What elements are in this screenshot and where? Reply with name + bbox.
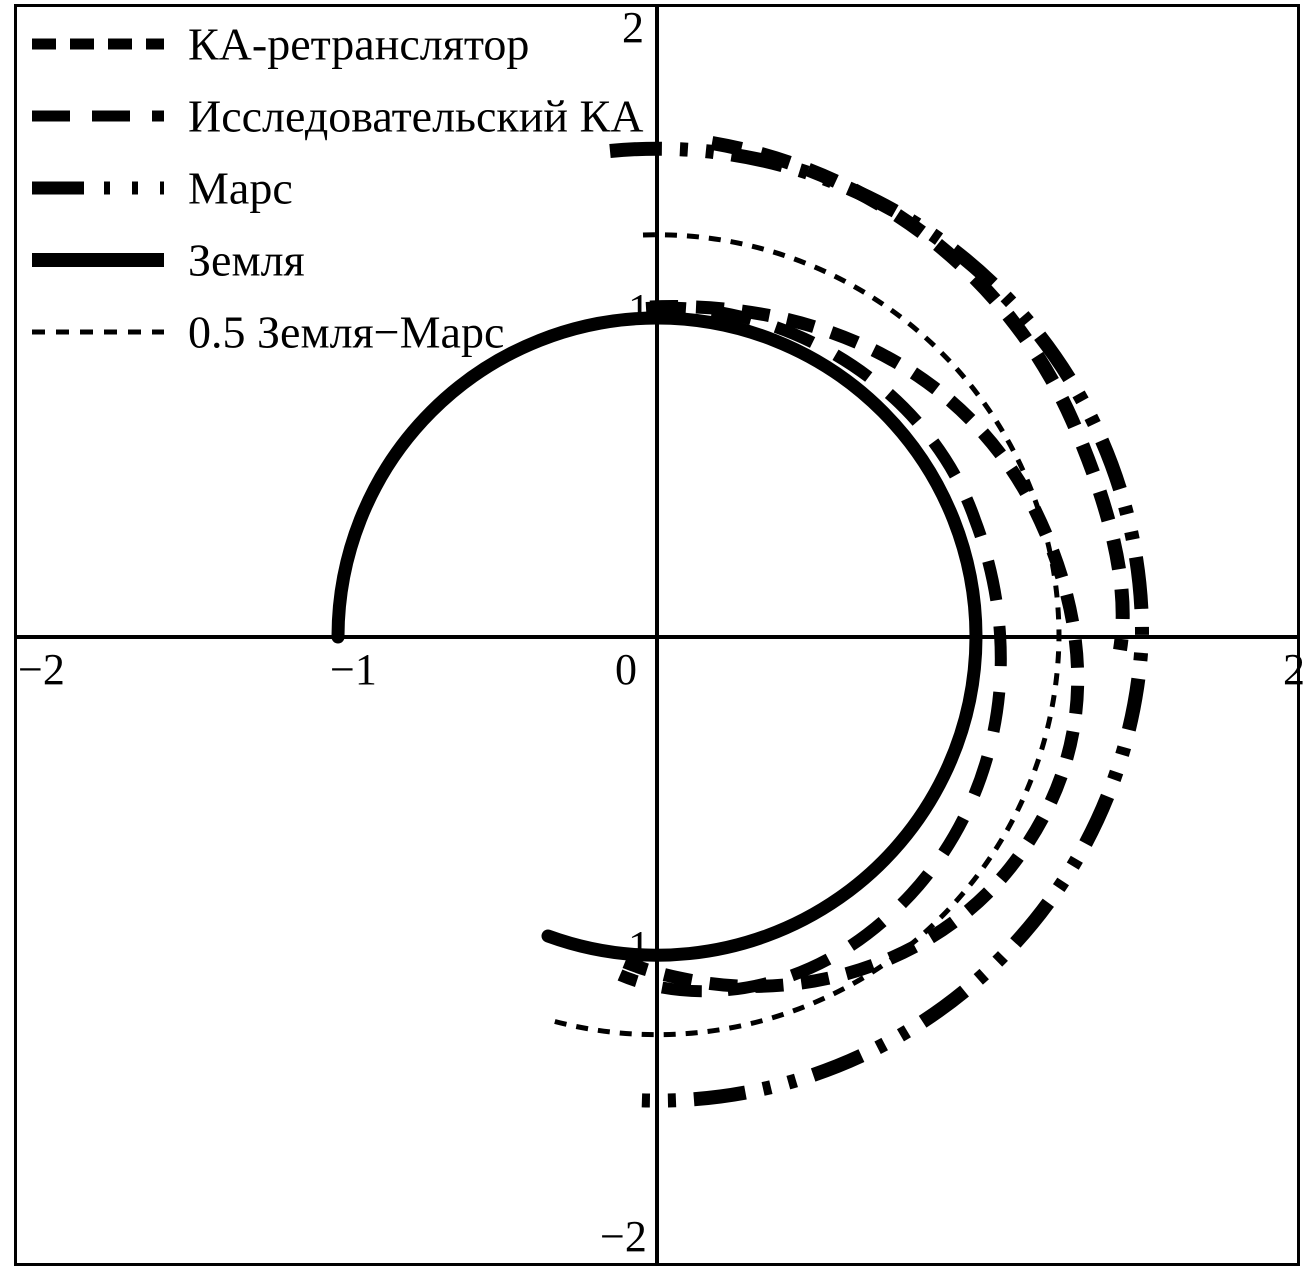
xtick-minus1: −1 bbox=[330, 645, 377, 694]
xtick-minus2: −2 bbox=[18, 645, 65, 694]
ytick-2: 2 bbox=[622, 3, 644, 52]
legend-label-research-spacecraft: Исследовательский КА bbox=[188, 90, 644, 142]
legend-swatch-earth bbox=[30, 250, 166, 270]
chart-legend bbox=[30, 3, 650, 368]
series-research-spacecraft bbox=[620, 308, 1001, 992]
legend-swatch-mars bbox=[30, 178, 166, 198]
legend-item-earth bbox=[30, 224, 650, 296]
legend-label-earth: Земля bbox=[188, 234, 305, 286]
legend-swatch-research-spacecraft bbox=[30, 106, 166, 126]
legend-label-relay-spacecraft: КА-ретранслятор bbox=[188, 18, 530, 70]
legend-label-half-earth-mars: 0.5 Земля−Марс bbox=[188, 306, 505, 358]
legend-item-half-earth-mars bbox=[30, 296, 650, 368]
legend-swatch-relay-spacecraft bbox=[30, 34, 166, 54]
ytick-minus1: 1 bbox=[628, 922, 650, 971]
ytick-1: 1 bbox=[628, 285, 650, 334]
legend-item-relay-spacecraft bbox=[30, 3, 650, 80]
legend-item-research-spacecraft bbox=[30, 80, 650, 152]
ytick-minus2: −2 bbox=[600, 1212, 647, 1261]
xtick-2: 2 bbox=[1283, 645, 1305, 694]
legend-item-mars bbox=[30, 152, 650, 224]
xtick-zero: 0 bbox=[615, 645, 637, 694]
legend-swatch-half-earth-mars bbox=[30, 322, 166, 342]
legend-label-mars: Марс bbox=[188, 162, 293, 214]
